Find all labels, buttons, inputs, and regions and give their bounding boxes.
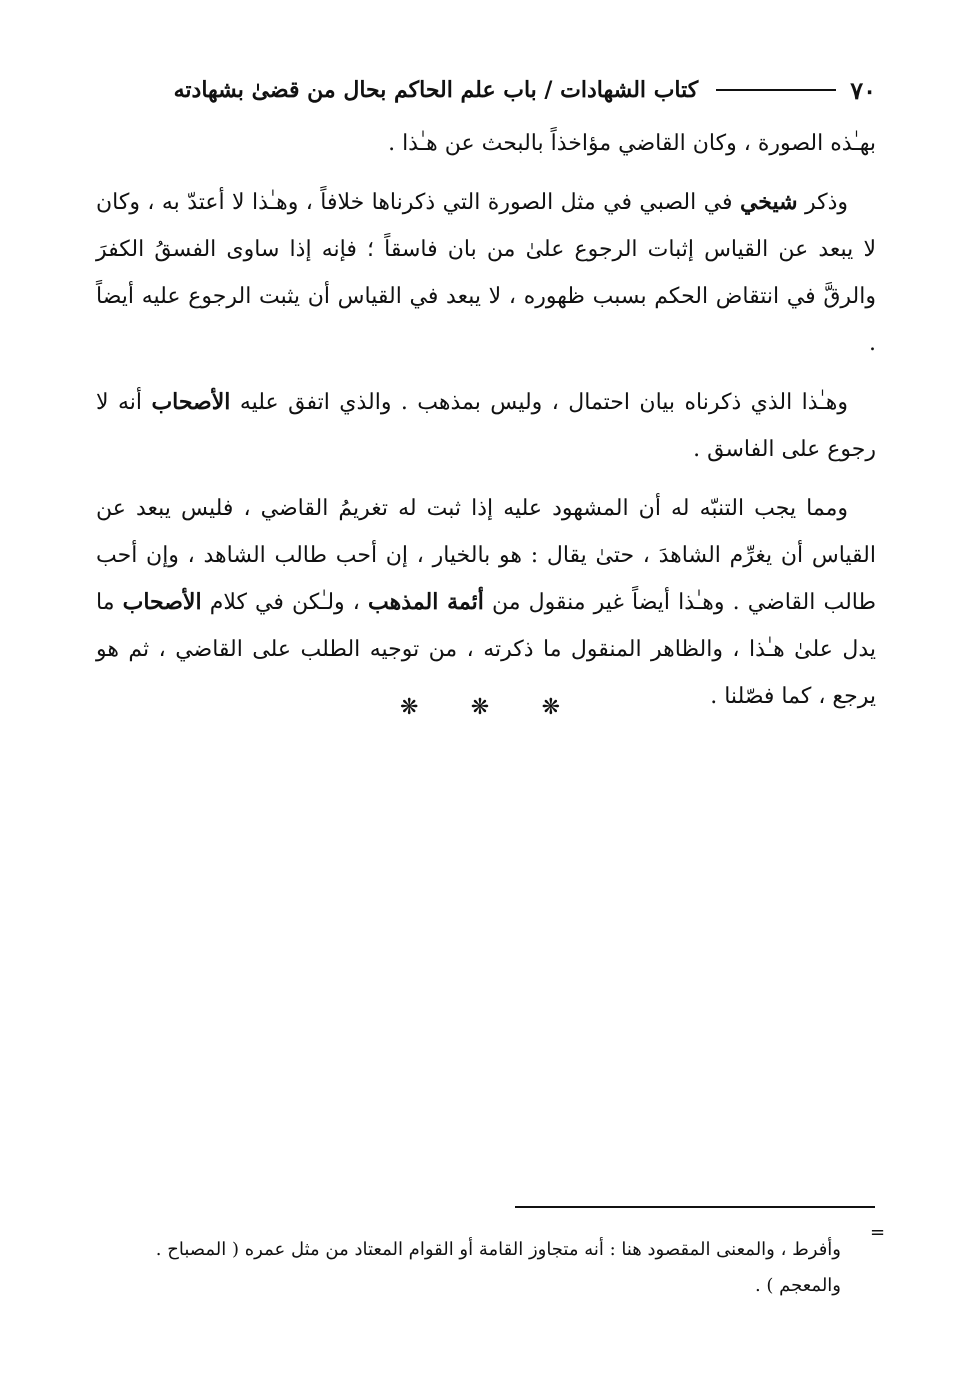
paragraph-1 <box>96 120 876 167</box>
paragraph-4-emphasis-1: أئمة المذهب <box>368 589 484 615</box>
paragraph-3-text-a: وهـٰذا الذي ذكرناه بيان احتمال ، وليس بمذهب . والذي اتفق عليه <box>230 390 848 415</box>
paragraph-2-emphasis: شيخي <box>739 189 798 215</box>
footnote <box>96 1232 841 1304</box>
footnote-rule <box>515 1206 875 1208</box>
footnote-text: وأفرط ، والمعنى المقصود هنا : أنه متجاوز القامة أو القوام المعتاد من مثل عمره ( المصباح . والمعجم ) . <box>155 1239 841 1296</box>
paragraph-2-text-a: وذكر <box>797 190 849 215</box>
paragraph-3 <box>96 379 876 473</box>
paragraph-2 <box>96 179 876 367</box>
paragraph-4-text-e: ما يدل علىٰ هـٰذا ، والظاهر المنقول ما ذكرته ، من توجيه الطلب على القاضي ، ثم هو يرجع ، كما فصّلنا . <box>96 590 876 709</box>
paragraph-2-text-c: في الصبي في مثل الصورة التي ذكرناها خلافاً ، وهـٰذا لا أعتدّ به ، وكان لا يبعد عن القياس إثبات الرجوع علىٰ من بان فاسقاً ؛ فإنه إذا ساوى الفسقُ الكفرَ والرقَّ في انتقاض الحكم بسبب ظهوره ، لا يبعد في القياس أن يثبت الرجوع عليه أيضاً . <box>96 190 876 356</box>
paragraph-4-emphasis-2: الأصحاب <box>122 589 202 615</box>
star-icon: ❋ <box>400 695 419 720</box>
footnote-continuation-mark: = <box>870 1222 886 1243</box>
paragraph-3-text-c: أنه لا رجوع على الفاسق . <box>96 390 876 462</box>
running-title: كتاب الشهادات / باب علم الحاكم بحال من قضىٰ بشهادته <box>173 77 699 103</box>
star-icon: ❋ <box>470 695 490 720</box>
main-text <box>96 120 876 732</box>
header-rule <box>716 89 836 91</box>
paragraph-4 <box>96 485 876 720</box>
page-header <box>96 70 876 110</box>
paragraph-4-text-c: ، ولـٰكن في كلام <box>201 590 369 615</box>
section-separator <box>400 695 560 720</box>
star-icon: ❋ <box>541 695 560 720</box>
page-number: ٧٠ <box>850 75 876 105</box>
paragraph-3-emphasis: الأصحاب <box>151 389 231 415</box>
paragraph-4-text-a: ومما يجب التنبّه له أن المشهود عليه إذا ثبت له تغريمُ القاضي ، فليس يبعد عن القياس أن يغرِّم الشاهدَ ، حتىٰ يقال : هو بالخيار ، إن أحب طالب الشاهد ، وإن أحب طالب القاضي . وهـٰذا أيضاً غير منقول من <box>96 496 877 615</box>
paragraph-1-text: بهـٰذه الصورة ، وكان القاضي مؤاخذاً بالبحث عن هـٰذا . <box>388 131 876 156</box>
